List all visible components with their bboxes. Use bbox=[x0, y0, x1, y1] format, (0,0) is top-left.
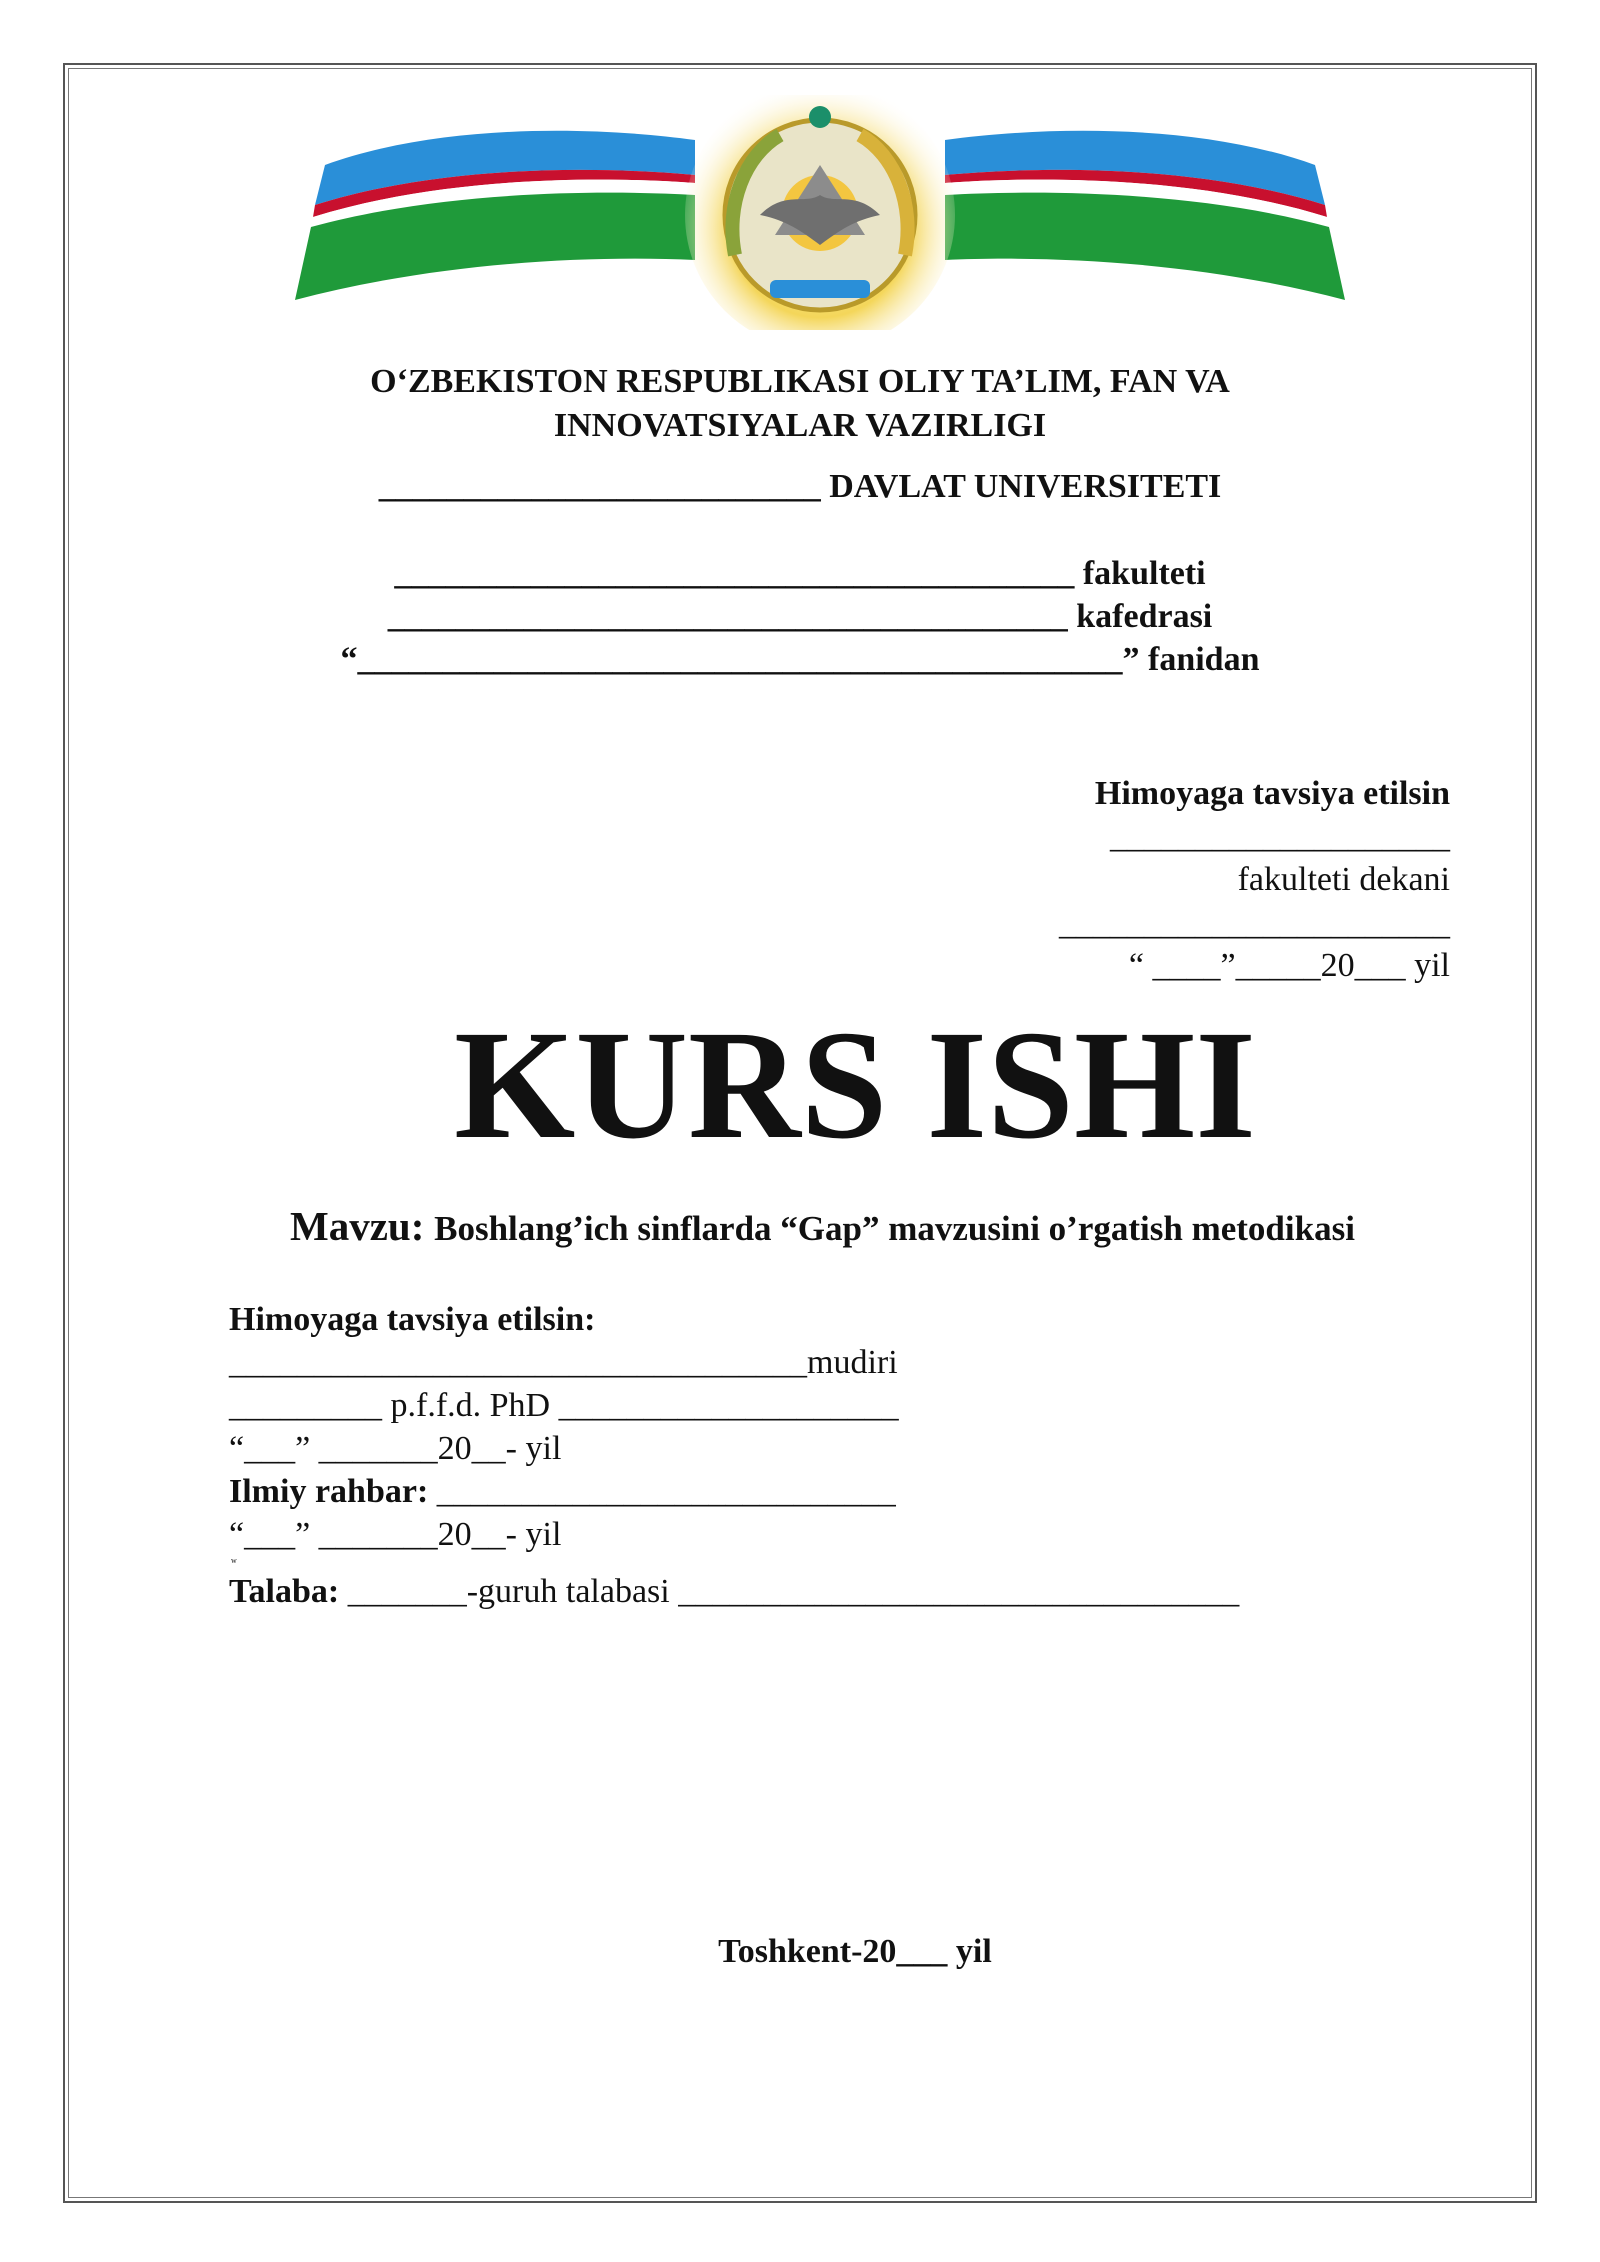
supervisor-label: Ilmiy rahbar: bbox=[229, 1473, 429, 1510]
phd-line: _________ p.f.f.d. PhD ____________________ bbox=[229, 1387, 899, 1424]
dean-name-line: _______________________ bbox=[1059, 905, 1450, 942]
supervisor-blank: ___________________________ bbox=[428, 1473, 896, 1510]
student-line bbox=[229, 1570, 1239, 1613]
document-title: KURS ISHI bbox=[454, 998, 1256, 1171]
student-blank: _______-guruh talabasi _________________________________ bbox=[339, 1573, 1240, 1610]
tiny-mark: w bbox=[231, 1556, 237, 1565]
ministry-title bbox=[230, 360, 1370, 448]
topic-text: Boshlang’ich sinflarda “Gap” mavzusini o’rgatish metodikasi bbox=[434, 1209, 1355, 1248]
ministry-line-2: INNOVATSIYALAR VAZIRLIGI bbox=[553, 407, 1047, 444]
approval-top-heading: Himoyaga tavsiya etilsin bbox=[1094, 775, 1450, 812]
university-line: __________________________ DAVLAT UNIVERSITETI bbox=[378, 468, 1222, 505]
approval-date-1: “___” _______20__- yil bbox=[229, 1430, 562, 1467]
city-year: Toshkent-20___ yil bbox=[718, 1933, 992, 1970]
approval-bottom-heading: Himoyaga tavsiya etilsin: bbox=[229, 1301, 596, 1338]
student-label: Talaba: bbox=[229, 1573, 340, 1610]
department-line: ________________________________________ kafedrasi bbox=[387, 598, 1213, 635]
faculty-line: ________________________________________ fakulteti bbox=[394, 555, 1206, 592]
supervisor-line bbox=[229, 1470, 896, 1513]
subject-line: “_____________________________________________” fanidan bbox=[340, 641, 1260, 678]
dean-label: fakulteti dekani bbox=[1237, 861, 1450, 898]
dean-signature-line: ____________________ bbox=[1110, 818, 1450, 855]
topic-line bbox=[290, 1202, 1355, 1253]
head-of-department-line: __________________________________mudiri bbox=[229, 1344, 898, 1381]
approval-date-2: “___” _______20__- yil bbox=[229, 1516, 562, 1553]
approval-top-date: “ ____”_____20___ yil bbox=[1128, 947, 1450, 984]
ministry-line-1: O‘ZBEKISTON RESPUBLIKASI OLIY TA’LIM, FAN VA bbox=[370, 363, 1230, 400]
topic-label: Mavzu: bbox=[290, 1203, 425, 1249]
state-emblem-flag-banner bbox=[255, 95, 1385, 330]
